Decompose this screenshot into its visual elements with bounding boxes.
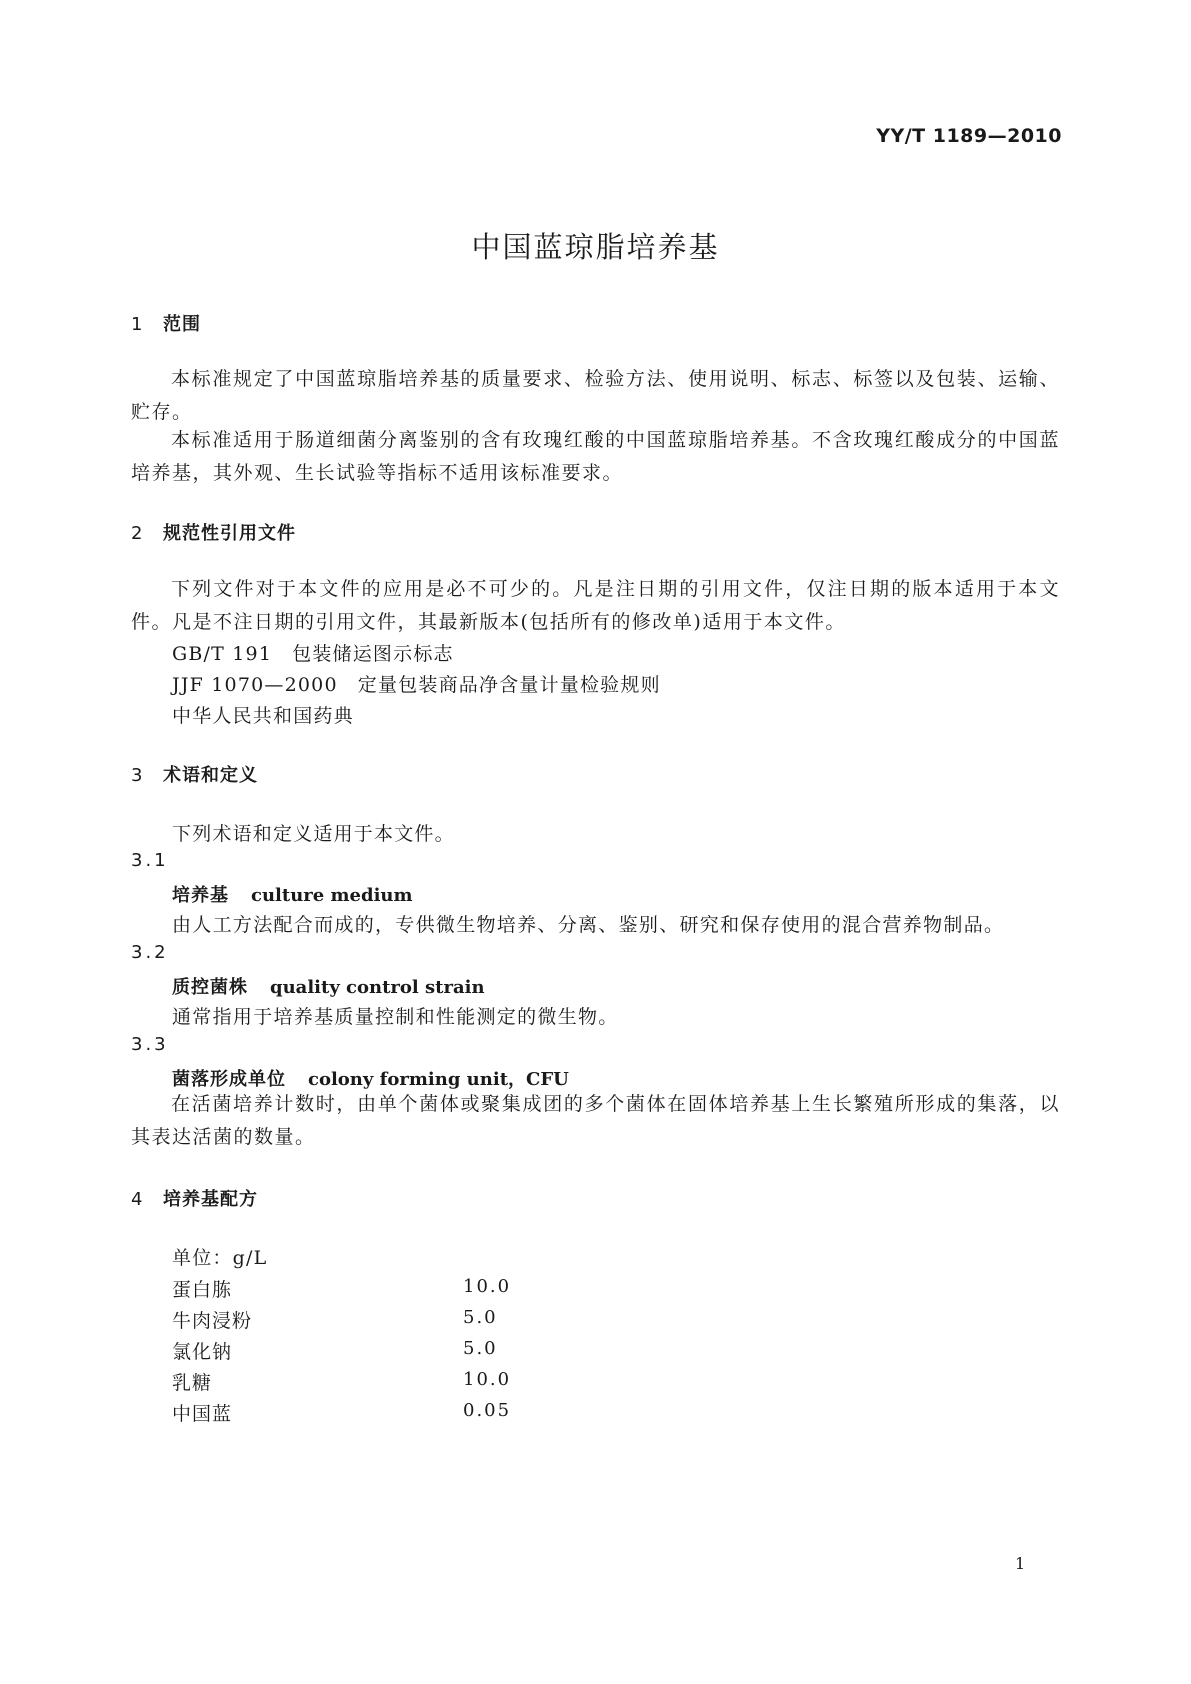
section-number: 3 [131,765,144,786]
section-title: 术语和定义 [163,765,258,786]
section-3-heading [131,761,258,787]
section-number: 4 [131,1189,144,1210]
page-number: 1 [1015,1554,1026,1573]
term-chinese: 培养基 [172,885,229,906]
ingredient-amount: 0.05 [463,1400,512,1421]
reference-title: 中华人民共和国药典 [172,705,354,727]
section-number: 2 [131,523,144,544]
term-chinese: 质控菌株 [172,977,248,998]
section-title: 规范性引用文件 [163,523,296,544]
term-definition: 在活菌培养计数时，由单个菌体或聚集成团的多个菌体在固体培养基上生长繁殖所形成的集落，以其表达活菌的数量。 [131,1093,1060,1148]
section-title: 培养基配方 [163,1189,258,1210]
ingredient-amount: 10.0 [463,1369,512,1390]
reference-item [172,701,354,728]
ingredient-amount: 5.0 [463,1338,498,1359]
section-number: 1 [131,314,144,335]
formula-unit: 单位：g/L [172,1247,268,1269]
reference-item [172,639,454,666]
term-definition: 由人工方法配合而成的，专供微生物培养、分离、鉴别、研究和保存使用的混合营养物制品。 [172,914,1005,936]
term-english: colony forming unit，CFU [308,1069,569,1090]
ingredient-name: 乳糖 [172,1372,213,1394]
reference-item [172,670,661,697]
term-definition: 通常指用于培养基质量控制和性能测定的微生物。 [172,1006,619,1028]
ingredient-amount: 5.0 [463,1307,498,1328]
ingredient-name: 中国蓝 [172,1403,233,1425]
reference-title: 包装储运图示标志 [292,643,454,665]
ingredient-name: 蛋白胨 [172,1279,233,1301]
document-title: 中国蓝琼脂培养基 [471,230,720,264]
ingredient-name: 氯化钠 [172,1341,233,1363]
section-title: 范围 [163,314,201,335]
term-english: culture medium [251,885,413,906]
clause-number: 3.3 [131,1034,169,1055]
term-english: quality control strain [270,977,485,998]
terms-intro: 下列术语和定义适用于本文件。 [172,823,455,845]
term-heading [172,881,413,907]
term-heading [172,973,485,999]
ingredient-amount: 10.0 [463,1276,512,1297]
standard-code: YY/T 1189—2010 [876,125,1062,147]
clause-number: 3.2 [131,942,169,963]
section-1-heading [131,310,201,336]
scope-paragraph-1: 本标准规定了中国蓝琼脂培养基的质量要求、检验方法、使用说明、标志、标签以及包装、运输、贮存。 [131,368,1060,423]
reference-title: 定量包装商品净含量计量检验规则 [357,674,661,696]
ingredient-name: 牛肉浸粉 [172,1310,253,1332]
term-chinese: 菌落形成单位 [172,1069,286,1090]
reference-code: JJF 1070—2000 [172,674,338,696]
normative-refs-paragraph: 下列文件对于本文件的应用是必不可少的。凡是注日期的引用文件，仅注日期的版本适用于本文件。凡是不注日期的引用文件，其最新版本(包括所有的修改单)适用于本文件。 [131,578,1060,633]
section-2-heading [131,519,296,545]
reference-code: GB/T 191 [172,643,273,665]
clause-number: 3.1 [131,850,169,871]
scope-paragraph-2: 本标准适用于肠道细菌分离鉴别的含有玫瑰红酸的中国蓝琼脂培养基。不含玫瑰红酸成分的中国蓝培养基，其外观、生长试验等指标不适用该标准要求。 [131,429,1060,484]
section-4-heading [131,1185,258,1211]
